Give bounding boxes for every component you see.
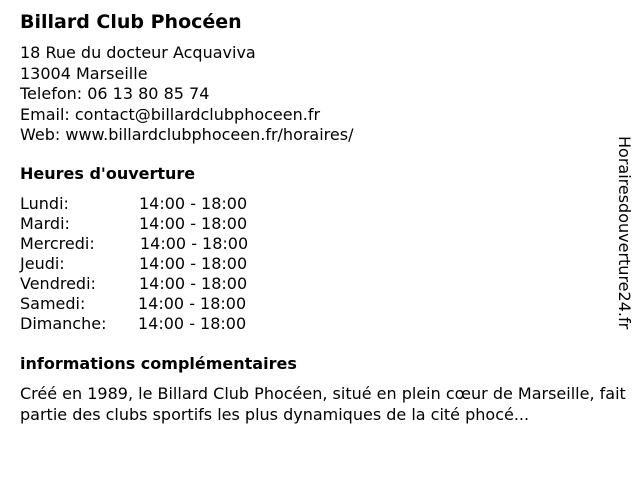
watermark-text: Horairesdouverture24.fr [615,136,634,330]
day-label: Jeudi: [20,254,65,273]
email-address: Email: contact@billardclubphoceen.fr [20,104,321,124]
hours-value: 14:00 - 18:00 [139,194,248,213]
hours-value: 14:00 - 18:00 [139,254,248,273]
day-label: Mardi: [20,214,70,233]
hours-value: 14:00 - 18:00 [140,234,249,253]
address-city: 13004 Marseille [20,63,148,83]
day-label: Vendredi: [20,274,96,293]
day-label: Dimanche: [20,314,107,333]
additional-info-text: Créé en 1989, le Billard Club Phocéen, situé en plein cœur de Marseille, fait partie des clubs sportifs les plus dynamiques de la cité phocé... [20,384,626,424]
phone-number: Telefon: 06 13 80 85 74 [20,84,210,103]
hours-value: 14:00 - 18:00 [139,274,248,293]
contact-block [20,43,353,146]
business-name: Billard Club Phocéen [20,11,242,33]
site-watermark [614,136,634,348]
day-label: Lundi: [20,194,69,213]
hours-value: 14:00 - 18:00 [138,294,247,313]
additional-info-heading: informations complémentaires [20,354,297,373]
hours-value: 14:00 - 18:00 [139,214,248,233]
day-label: Samedi: [20,294,86,313]
hours-value: 14:00 - 18:00 [138,314,247,333]
address-street: 18 Rue du docteur Acquaviva [20,43,256,62]
day-label: Mercredi: [20,234,95,253]
website-url: Web: www.billardclubphoceen.fr/horaires/ [20,125,354,144]
opening-hours-heading: Heures d'ouverture [20,164,196,183]
